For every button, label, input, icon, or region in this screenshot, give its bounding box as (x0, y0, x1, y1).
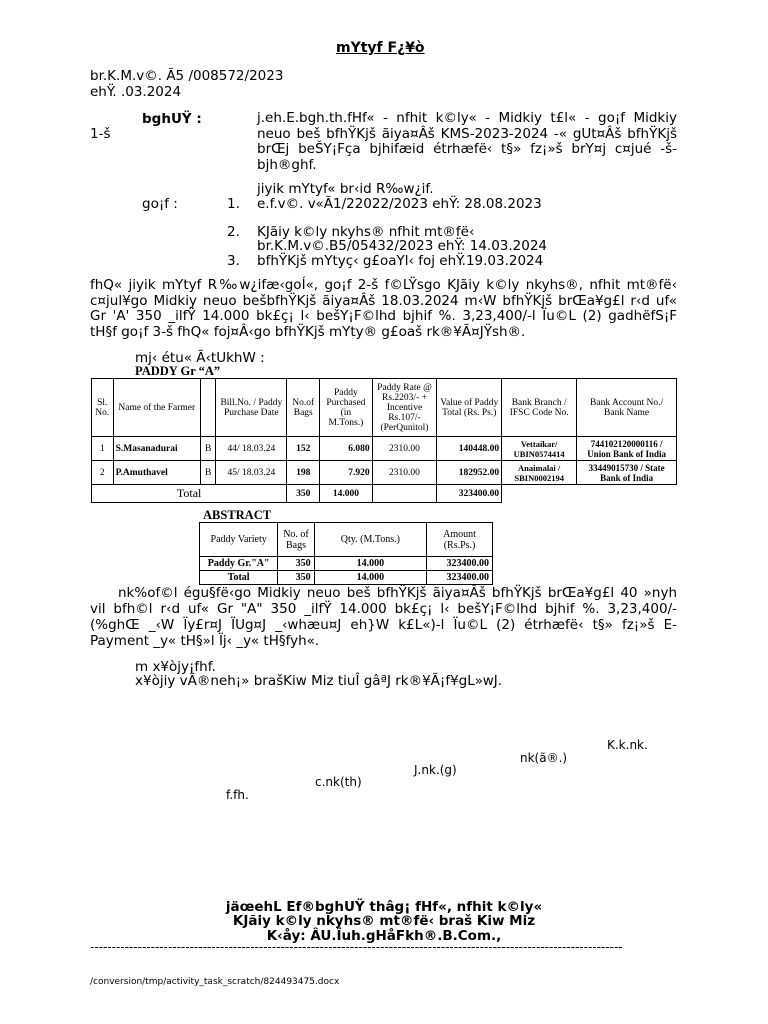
table-cell: 182952.00 (437, 461, 502, 485)
table-header-row (92, 379, 677, 437)
total-quantity: 14.000 (320, 485, 372, 503)
table-cell: P.Amuthavel (113, 461, 200, 485)
table-cell: 1 (92, 437, 114, 461)
reference-1-number: 1. (227, 196, 240, 212)
subject-text: j.eh.E.bgh.th.fHf« - nfhit k©ly« - Midkiy t£l« - go¡f Midkiy neuo beš bfhŸKjš ãiya¤Âš KMS-2023-2024 -« gUt¤Âš bfhŸKjš brŒj beŠY¡Fça bjhifæid étrhæfë‹ t§» fz¡»š brY¤j c¤jué ‑š-bjh®ghf. (257, 110, 677, 173)
body-paragraph-2: nk%of©l égu§fë‹go Midkiy neuo beš bfhŸKjš ãiya¤Âš bfhŸKjš brŒa¥g£l 40 »nyh vil bfh©l r‹d uf« Gr "A" 350 _ilfŸ 14.000 bk£ç¡ l‹ bešY¡F©lhd bjhif %. 3,23,400/- (%ghŒ _‹W Ïy£r¤J ÏUg¤J _‹whæu¤J eh}W k£L«)-l Ïu©L (2) étrhæfë‹ t§» fz¡»š E-Payment _y« tH§»l Ïj‹ _y« tH§fyh«. (90, 585, 677, 649)
total-bags: 350 (287, 485, 320, 503)
reference-3-number: 3. (227, 253, 240, 269)
references-label: go¡f : (142, 196, 178, 212)
body-paragraph-1: fhQ« jiyik mYtyf R‰w¿ifæ‹goÍ«, go¡f 2-š f©LŸsgo KJãiy k©ly nkyhs®, nfhit mt®fë‹ c¤jul¥go Midkiy neuo bešbfhŸKjš ãiya¤Âš 18.03.2024 m‹W bfhŸKjš brŒa¥g£l r‹d uf« Gr 'A' 350 _ilfŸ 14.000 bk£ç¡ l‹ bešY¡F©lhd bjhif %. 3,23,400/-l Ïu©L (2) gadhëfS¡F tH§f go¡f 3-š fhQ« foj¤Â‹go bfhŸKjš mYty® g£oaš rk®¥Ã¤JŸsh®. (90, 277, 677, 340)
column-header: Name of the Farmer (113, 379, 200, 437)
total-value: 323400.00 (437, 485, 502, 503)
signature-label: K.k.nk. (607, 738, 648, 752)
reference-date: ehŸ. .03.2024 (90, 84, 182, 100)
column-header: Paddy Rate @ Rs.2203/- + Incentive Rs.107/- (PerQunitol) (372, 379, 437, 437)
table-cell: 44/ 18.03.24 (216, 437, 287, 461)
divider-dashes: --------------------------------------------------------------------------------------------------------------------------- (90, 940, 623, 954)
table-cell: B (200, 437, 215, 461)
abstract-total-row (200, 571, 493, 585)
closing-line-2: x¥òjiy vÃ®neh¡» brašKiw Miz tiuÎ gâªJ rk®¥Ã¡f¥gL»wJ. (135, 673, 503, 689)
signature-label: nk(ã®.) (520, 751, 568, 765)
column-header: No.of Bags (287, 379, 320, 437)
table-cell: 350 (278, 571, 314, 585)
table-cell: S.Masanadurai (113, 437, 200, 461)
table-row (92, 437, 677, 461)
reference-3-text: bfhŸKjš mYtyç‹ g£oaYl‹ foj ehŸ.19.03.2024 (257, 253, 544, 269)
column-header: Amount (Rs.Ps.) (427, 523, 493, 557)
file-path: /conversion/tmp/activity_task_scratch/824493475.docx (90, 977, 340, 987)
table-cell: B (200, 461, 215, 485)
paddy-purchase-table (91, 378, 677, 503)
column-header: Paddy Purchased (in M.Tons.) (320, 379, 372, 437)
table-cell: 45/ 18.03.24 (216, 461, 287, 485)
table-cell (577, 485, 677, 503)
table-cell: 2310.00 (372, 437, 437, 461)
reference-1-text: e.f.v©. v«Ã1/22022/2023 ehŸ: 28.08.2023 (257, 196, 542, 212)
subject-line: jiyik mYtyf« br‹id R‰w¿if. (257, 181, 434, 197)
table-cell: Paddy Gr."A" (200, 557, 278, 571)
signature-label: c.nk(th) (315, 775, 362, 789)
table-cell: 198 (287, 461, 320, 485)
abstract-table (199, 522, 493, 585)
table-row (92, 461, 677, 485)
details-heading: mj‹ étu« Ã‹tUkhW : (135, 350, 265, 366)
closing-line-1: m x¥òjy¡fhf. (135, 659, 216, 675)
subject-label: bghUŸ : (142, 111, 202, 127)
footer-line-2: KJãiy k©ly nkyhs® mt®fë‹ braš Kiw Miz (232, 913, 536, 929)
table-row (200, 557, 493, 571)
signature-label: J.nk.(g) (414, 763, 457, 777)
table-cell: 6.080 (320, 437, 372, 461)
footer-line-3: K‹åy: ÂU.Ïuh.gHåFkh®.B.Com., (266, 928, 502, 944)
table-cell: 323400.00 (427, 571, 493, 585)
abstract-heading: ABSTRACT (203, 508, 272, 522)
table-cell: 2 (92, 461, 114, 485)
table-cell: Vettaikar/ UBIN0574414 (502, 437, 577, 461)
document-title: mYtyf F¿¥ò (336, 40, 425, 56)
table-cell: 350 (278, 557, 314, 571)
column-header (200, 379, 215, 437)
signature-label: f.fh. (226, 788, 249, 802)
table-cell: Total (200, 571, 278, 585)
column-header: Sl. No. (92, 379, 114, 437)
paddy-grade-heading: PADDY Gr “A” (135, 364, 221, 378)
abstract-header-row (200, 523, 493, 557)
reference-number: br.K.M.v©. Ã5 /008572/2023 (90, 68, 284, 84)
table-cell: 744102120000116 / Union Bank of India (577, 437, 677, 461)
table-cell: 140448.00 (437, 437, 502, 461)
table-cell: 323400.00 (427, 557, 493, 571)
column-header: Bill.No. / Paddy Purchase Date (216, 379, 287, 437)
table-cell: 14.000 (314, 557, 426, 571)
column-header: No. of Bags (278, 523, 314, 557)
subject-number: 1-š (90, 126, 111, 142)
total-label: Total (92, 485, 287, 503)
table-cell: 152 (287, 437, 320, 461)
table-cell: 33449015730 / State Bank of India (577, 461, 677, 485)
table-cell: 7.920 (320, 461, 372, 485)
footer-line-1: jäœehL Ef®bghUŸ thâg¡ fHf«, nfhit k©ly« (225, 899, 543, 915)
table-cell (372, 485, 437, 503)
reference-2-detail: br.K.M.v©.B5/05432/2023 ehŸ: 14.03.2024 (257, 238, 548, 254)
reference-2-text: KJãiy k©ly nkyhs® nfhit mt®fë‹ (257, 224, 475, 240)
column-header: Value of Paddy Total (Rs. Ps.) (437, 379, 502, 437)
reference-2-number: 2. (227, 224, 240, 240)
table-total-row (92, 485, 677, 503)
column-header: Bank Branch / IFSC Code No. (502, 379, 577, 437)
table-cell (502, 485, 577, 503)
column-header: Bank Account No./ Bank Name (577, 379, 677, 437)
column-header: Qty. (M.Tons.) (314, 523, 426, 557)
table-cell: Anaimalai / SBIN0002194 (502, 461, 577, 485)
column-header: Paddy Variety (200, 523, 278, 557)
table-cell: 14.000 (314, 571, 426, 585)
table-cell: 2310.00 (372, 461, 437, 485)
